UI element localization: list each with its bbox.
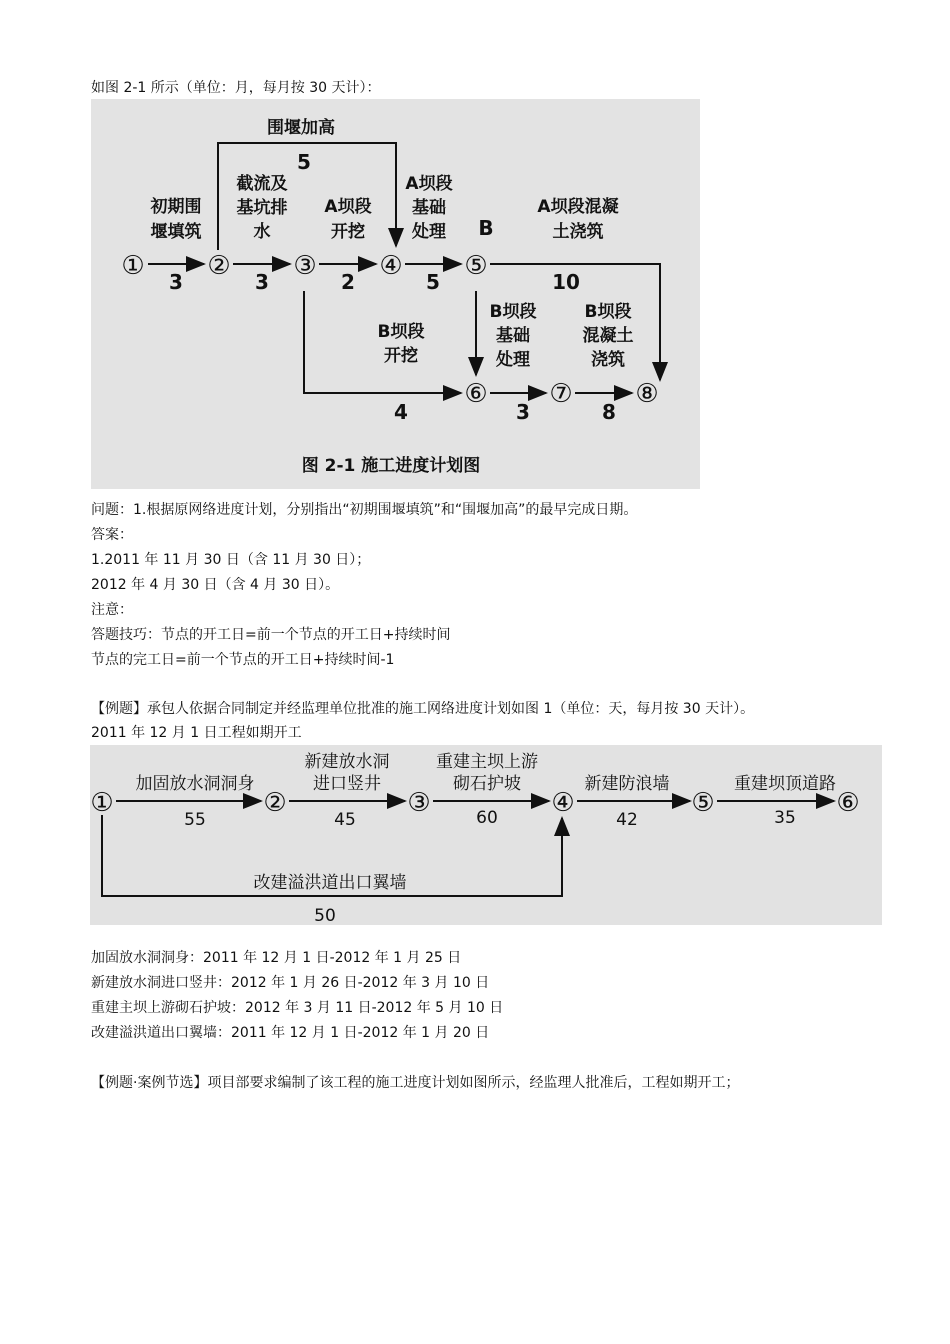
fig2-duration: 55 xyxy=(184,810,206,830)
fig1-activity-label: A坝段混凝 xyxy=(537,197,619,217)
fig2-node: ① xyxy=(90,788,114,818)
figure-2-1 xyxy=(91,99,700,489)
fig2-node: ④ xyxy=(551,788,575,818)
fig1-activity-label: 处理 xyxy=(496,350,530,370)
fig1-activity-label: 基坑排 xyxy=(236,198,288,218)
fig1-activity-label: 截流及 xyxy=(236,174,288,194)
fig1-activity-label: 开挖 xyxy=(331,222,365,242)
fig2-activity-label: 改建溢洪道出口翼墙 xyxy=(253,873,407,893)
fig2-node: ⑥ xyxy=(836,788,860,818)
fig1-activity-label: 开挖 xyxy=(384,346,418,366)
fig1-activity-label: 初期围 xyxy=(150,197,202,217)
fig2-activity-label: 新建放水洞 xyxy=(304,752,390,772)
schedule-line: 改建溢洪道出口翼墙：2011 年 12 月 1 日-2012 年 1 月 20 日 xyxy=(91,1025,490,1041)
intro-text: 如图 2-1 所示（单位：月，每月按 30 天计）： xyxy=(91,80,381,96)
fig1-activity-label: 基础 xyxy=(496,326,530,346)
fig1-duration: 8 xyxy=(602,400,616,424)
fig2-duration: 50 xyxy=(314,906,336,925)
fig2-duration: 35 xyxy=(774,808,796,828)
answer-line-1: 1.2011 年 11 月 30 日（含 11 月 30 日）； xyxy=(91,552,371,568)
fig1-node: ⑧ xyxy=(635,379,659,409)
fig1-activity-label: 水 xyxy=(253,222,271,242)
question-text: 问题：1.根据原网络进度计划，分别指出“初期围堰填筑”和“围堰加高”的最早完成日期。 xyxy=(91,502,638,518)
network-diagram-2 xyxy=(90,745,882,925)
fig1-activity-label: B坝段 xyxy=(377,322,425,342)
example1-intro: 【例题】承包人依据合同制定并经监理单位批准的施工网络进度计划如图 1（单位：天，每月按 30 天计）。 xyxy=(91,701,755,717)
schedule-line: 重建主坝上游砌石护坡：2012 年 3 月 11 日-2012 年 5 月 10 日 xyxy=(91,1000,504,1016)
fig1-activity-label: 处理 xyxy=(412,222,446,242)
schedule-line: 加固放水洞洞身：2011 年 12 月 1 日-2012 年 1 月 25 日 xyxy=(91,950,462,966)
example1-start: 2011 年 12 月 1 日工程如期开工 xyxy=(91,725,302,741)
fig2-activity-label: 重建主坝上游 xyxy=(436,752,538,772)
fig1-activity-label: A坝段 xyxy=(324,197,372,217)
fig1-caption: 图 2-1 施工进度计划图 xyxy=(301,456,481,476)
fig1-activity-label: B坝段 xyxy=(584,302,632,322)
fig1-node: ⑦ xyxy=(549,379,573,409)
fig1-activity-label: 围堰加高 xyxy=(267,118,335,138)
fig1-node: ② xyxy=(207,251,231,281)
fig2-activity-label: 重建坝顶道路 xyxy=(734,774,836,794)
fig1-activity-label: 混凝土 xyxy=(582,326,634,346)
fig1-duration: 10 xyxy=(552,270,580,294)
fig1-node: ③ xyxy=(293,251,317,281)
fig2-duration: 45 xyxy=(334,810,356,830)
fig2-node: ② xyxy=(263,788,287,818)
fig1-activity-label: 堰填筑 xyxy=(150,222,202,242)
fig1-duration: 4 xyxy=(394,400,408,424)
fig1-duration: 5 xyxy=(426,270,440,294)
note-label: 注意： xyxy=(91,602,133,618)
fig1-activity-label: B坝段 xyxy=(489,302,537,322)
fig2-node: ③ xyxy=(407,788,431,818)
tip-line-1: 答题技巧：节点的开工日=前一个节点的开工日+持续时间 xyxy=(91,627,451,643)
fig1-duration: 5 xyxy=(297,150,311,174)
example2-intro: 【例题·案例节选】项目部要求编制了该工程的施工进度计划如图所示，经监理人批准后，工程如期开工； xyxy=(91,1075,740,1091)
schedule-line: 新建放水洞进口竖井：2012 年 1 月 26 日-2012 年 3 月 10 日 xyxy=(91,975,490,991)
fig1-activity-label: 基础 xyxy=(412,198,446,218)
fig1-node: ⑤ xyxy=(464,251,488,281)
fig2-duration: 60 xyxy=(476,808,498,828)
fig2-activity-label: 新建防浪墙 xyxy=(584,774,670,794)
figure-1 xyxy=(90,745,882,925)
fig1-node: ① xyxy=(121,251,145,281)
answer-label: 答案： xyxy=(91,527,133,543)
answer-line-2: 2012 年 4 月 30 日（含 4 月 30 日）。 xyxy=(91,577,340,593)
fig2-activity-label: 加固放水洞洞身 xyxy=(135,774,255,794)
fig1-node: ⑥ xyxy=(464,379,488,409)
fig2-activity-label: 砌石护坡 xyxy=(453,774,521,794)
fig1-activity-label: A坝段 xyxy=(405,174,453,194)
fig1-duration: 3 xyxy=(169,270,183,294)
fig2-duration: 42 xyxy=(616,810,638,830)
fig1-duration: 3 xyxy=(255,270,269,294)
fig1-duration: 3 xyxy=(516,400,530,424)
fig1-duration: 2 xyxy=(341,270,355,294)
fig1-activity-label: 浇筑 xyxy=(591,350,625,370)
fig2-node: ⑤ xyxy=(691,788,715,818)
fig1-milestone-label: B xyxy=(478,216,494,240)
fig2-activity-label: 进口竖井 xyxy=(313,774,381,794)
fig1-activity-label: 土浇筑 xyxy=(552,222,604,242)
fig1-node: ④ xyxy=(379,251,403,281)
tip-line-2: 节点的完工日=前一个节点的开工日+持续时间-1 xyxy=(91,652,395,668)
network-diagram-1 xyxy=(91,99,700,489)
